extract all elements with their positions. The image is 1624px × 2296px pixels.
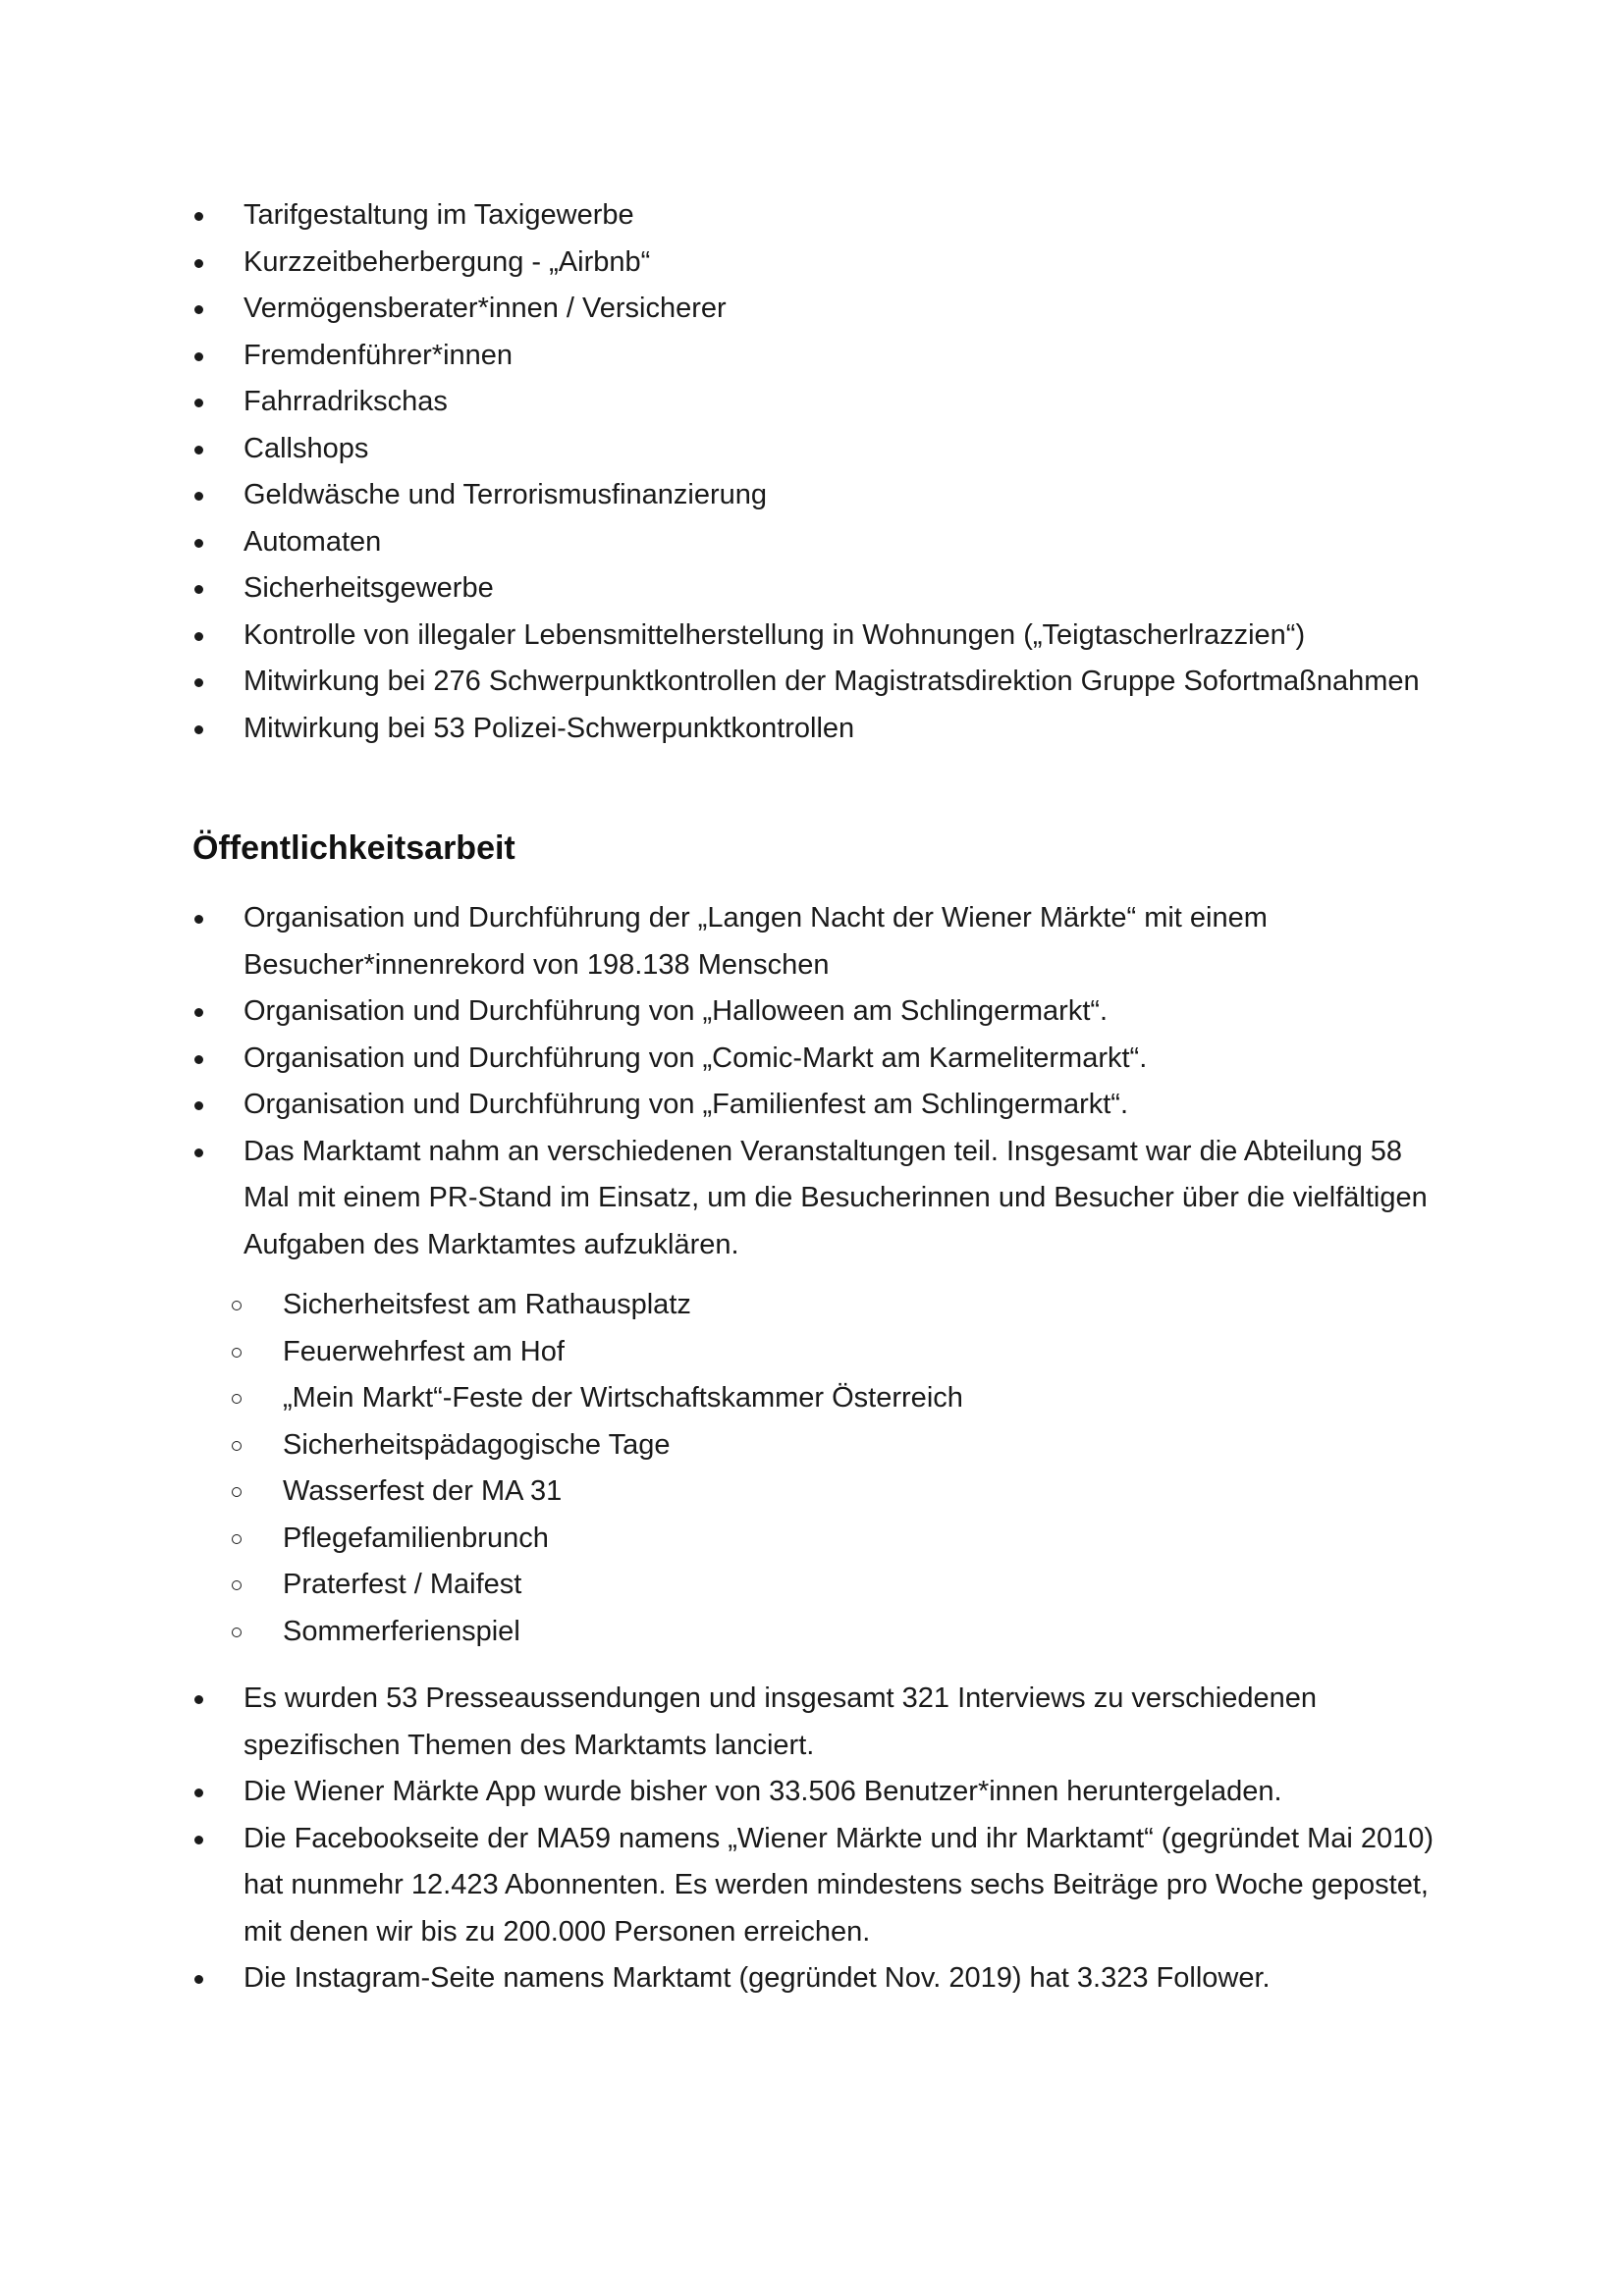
list-item	[192, 895, 1439, 988]
sub-list-item	[232, 1562, 1312, 1609]
list-item	[192, 1816, 1439, 1956]
list-item-text: Kontrolle von illegaler Lebensmittelherstellung in Wohnungen („Teigtascherlrazzien“)	[244, 618, 1306, 651]
list-item-text: Mitwirkung bei 276 Schwerpunktkontrollen der Magistratsdirektion Gruppe Sofortmaßnahmen	[244, 666, 1420, 697]
sub-list-item	[232, 1422, 1312, 1469]
list-item	[192, 1036, 1439, 1083]
bullet-icon	[194, 212, 203, 221]
list-item-text: Organisation und Durchführung von „Familienfest am Schlingermarkt“.	[244, 1089, 1129, 1120]
bullet-icon	[194, 725, 203, 734]
bullet-icon	[194, 1789, 203, 1797]
bullet-icon	[194, 305, 203, 314]
list-item-text: Die Instagram-Seite namens Marktamt (gegründet Nov. 2019) hat 3.323 Follower.	[244, 1962, 1271, 1994]
sub-list-item-text: Sicherheitspädagogische Tage	[283, 1428, 671, 1461]
bullet-icon	[194, 259, 203, 268]
list-item	[192, 472, 1439, 519]
bullet-icon	[194, 1148, 203, 1157]
bullet-icon	[194, 1101, 203, 1110]
bullet-icon	[194, 1055, 203, 1064]
bullet-icon	[194, 678, 203, 687]
sub-list-item-text: Praterfest / Maifest	[283, 1569, 522, 1600]
circle-bullet-icon	[232, 1628, 242, 1637]
list-item	[192, 379, 1439, 426]
section-heading: Öffentlichkeitsarbeit	[192, 829, 515, 867]
sub-list-item-text: Pflegefamilienbrunch	[283, 1522, 549, 1554]
bullet-list-media	[192, 1676, 1439, 2002]
bullet-list-topics	[192, 192, 1439, 752]
list-item-text: Fremdenführer*innen	[244, 339, 514, 371]
list-item	[192, 565, 1439, 613]
circle-bullet-icon	[232, 1441, 242, 1451]
bullet-icon	[194, 1836, 203, 1844]
circle-bullet-icon	[232, 1348, 242, 1358]
bullet-icon	[194, 1008, 203, 1017]
list-item-text: Es wurden 53 Presseaussendungen und insgesamt 321 Interviews zu verschiedenen spezifischen Themen des Marktamts lanciert.	[244, 1682, 1318, 1761]
list-item	[192, 1082, 1439, 1129]
list-item	[192, 613, 1439, 660]
list-item-text: Callshops	[244, 432, 369, 464]
sub-list-item-text: Sicherheitsfest am Rathausplatz	[283, 1289, 691, 1320]
list-item-text: Die Facebookseite der MA59 namens „Wiener Märkte und ihr Marktamt“ (gegründet Mai 2010) hat nunmehr 12.423 Abonnenten. Es werden mindestens sechs Beiträge pro Woche gepostet, mit denen wir bis zu 200.000 Personen erreichen.	[244, 1822, 1435, 1948]
circle-bullet-icon	[232, 1534, 242, 1544]
sub-list-item	[232, 1375, 1312, 1422]
bullet-icon	[194, 915, 203, 924]
list-item-text: Die Wiener Märkte App wurde bisher von 33.506 Benutzer*innen heruntergeladen.	[244, 1776, 1282, 1807]
sub-list-item	[232, 1329, 1312, 1376]
bullet-icon	[194, 492, 203, 501]
bullet-icon	[194, 1975, 203, 1984]
bullet-icon	[194, 539, 203, 548]
bullet-icon	[194, 446, 203, 454]
list-item-text: Automaten	[244, 525, 382, 558]
list-item	[192, 1955, 1439, 2002]
list-item-text: Fahrradrikschas	[244, 386, 448, 417]
sub-list-item-text: Feuerwehrfest am Hof	[283, 1335, 565, 1367]
list-item-text: Organisation und Durchführung der „Langen Nacht der Wiener Märkte“ mit einem Besucher*innenrekord von 198.138 Menschen	[244, 902, 1268, 981]
list-item	[192, 1129, 1439, 1269]
bullet-icon	[194, 399, 203, 407]
list-item	[192, 706, 1439, 753]
sub-list-item	[232, 1516, 1312, 1563]
bullet-icon	[194, 1695, 203, 1704]
list-item	[192, 426, 1439, 473]
sub-list-item	[232, 1468, 1312, 1516]
circle-bullet-icon	[232, 1487, 242, 1497]
list-item	[192, 1769, 1439, 1816]
sub-list-item-text: Sommerferienspiel	[283, 1615, 520, 1647]
list-item-text: Das Marktamt nahm an verschiedenen Veranstaltungen teil. Insgesamt war die Abteilung 58 Mal mit einem PR-Stand im Einsatz, um die Besucherinnen und Besucher über die vielfältigen Aufgaben des Marktamtes aufzuklären.	[244, 1135, 1428, 1260]
list-item-text: Kurzzeitbeherbergung - „Airbnb“	[244, 245, 651, 278]
list-item-text: Tarifgestaltung im Taxigewerbe	[244, 199, 634, 231]
list-item-text: Organisation und Durchführung von „Halloween am Schlingermarkt“.	[244, 995, 1109, 1027]
list-item	[192, 1676, 1439, 1769]
list-item	[192, 333, 1439, 380]
list-item	[192, 988, 1439, 1036]
circle-bullet-icon	[232, 1580, 242, 1590]
sub-list-events	[232, 1282, 1312, 1655]
list-item	[192, 519, 1439, 566]
bullet-icon	[194, 352, 203, 361]
list-item-text: Vermögensberater*innen / Versicherer	[244, 293, 727, 324]
list-item	[192, 286, 1439, 333]
circle-bullet-icon	[232, 1394, 242, 1404]
sub-list-item	[232, 1609, 1312, 1656]
list-item	[192, 192, 1439, 240]
circle-bullet-icon	[232, 1301, 242, 1310]
sub-list-item-text: Wasserfest der MA 31	[283, 1475, 563, 1507]
bullet-icon	[194, 585, 203, 594]
list-item	[192, 240, 1439, 287]
list-item-text: Geldwäsche und Terrorismusfinanzierung	[244, 479, 768, 510]
bullet-icon	[194, 632, 203, 641]
sub-list-item	[232, 1282, 1312, 1329]
list-item-text: Sicherheitsgewerbe	[244, 572, 494, 604]
list-item-text: Mitwirkung bei 53 Polizei-Schwerpunktkontrollen	[244, 712, 855, 744]
list-item-text: Organisation und Durchführung von „Comic-Markt am Karmelitermarkt“.	[244, 1041, 1148, 1074]
bullet-list-public-relations	[192, 895, 1439, 1268]
list-item	[192, 659, 1439, 706]
sub-list-item-text: „Mein Markt“-Feste der Wirtschaftskammer Österreich	[283, 1382, 963, 1414]
